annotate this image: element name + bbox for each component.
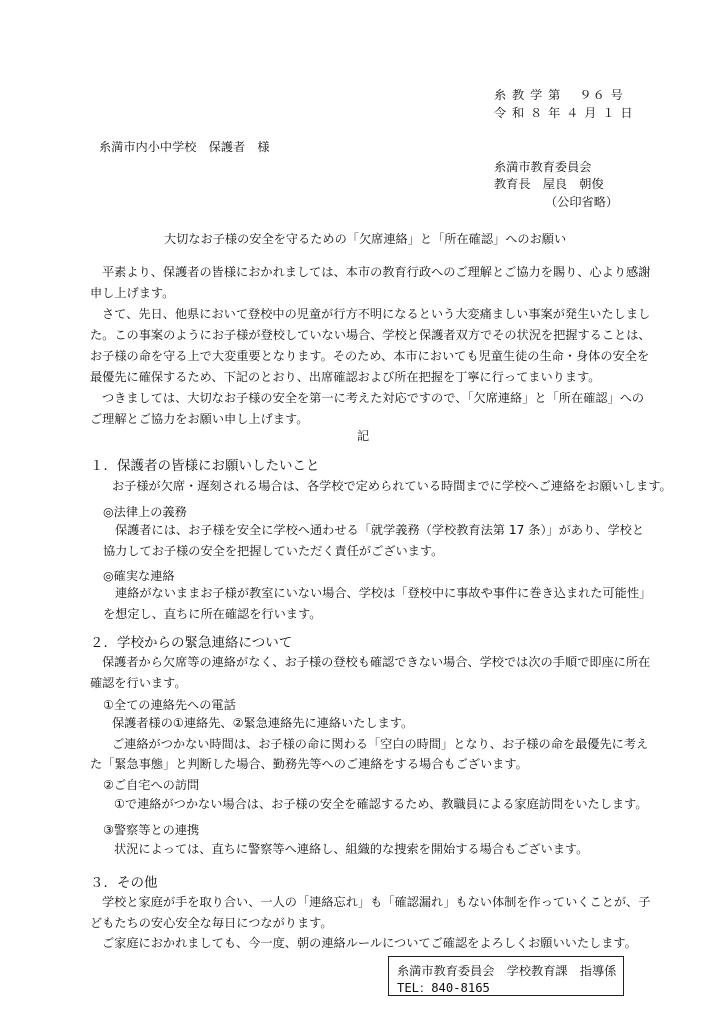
document-title: 大切なお子様の安全を守るための「欠席連絡」と「所在確認」へのお願い (164, 232, 567, 246)
section2-step1-body (90, 713, 665, 775)
section1-item2-body (103, 583, 663, 624)
section2-lead-line: 確認を行います。 (90, 675, 187, 690)
sender-organization: 糸満市教育委員会 (494, 160, 592, 174)
section1-heading: １．保護者の皆様にお願いしたいこと (90, 458, 320, 474)
intro-body (90, 262, 660, 430)
section2-step2-body: ①で連絡がつかない場合は、お子様の安全を確認するため、教職員による家庭訪問をいたします。 (114, 797, 648, 811)
intro-line: お子様の命を守る上で大変重要となります。そのため、本市においても児童生徒の生命・身体の安全を (90, 349, 650, 363)
item2-line: を想定し、直ちに所在確認を行います。 (103, 606, 322, 621)
intro-line: 申し上げます。 (90, 286, 175, 300)
item2-line: 連絡がないままお子様が教室にいない場合、学校は「登校中に事故や事件に巻き込まれた可能性」 (115, 586, 652, 600)
section2-lead-line: 保護者から欠席等の連絡がなく、お子様の登校も確認できない場合、学校では次の手順で即座に所在 (102, 655, 651, 669)
item1-line: 保護者には、お子様を安全に学校へ通わせる「就学義務（学校教育法第 17 条）」があり、学校と (115, 523, 645, 537)
sender-name: 教育長 屋良 朝俊 (494, 177, 604, 191)
intro-line: 最優先に確保するため、下記のとおり、出席確認および所在把握を丁寧に行ってまいります。 (90, 370, 601, 384)
step1-line: 保護者様の①連絡先、②緊急連絡先に連絡いたします。 (112, 716, 414, 730)
section1-lead: お子様が欠席・遅刻される場合は、各学校で定められている時間までに学校へご連絡をお願いします。 (112, 479, 672, 493)
section2-step2-title: ②ご自宅への訪問 (103, 778, 200, 792)
step1-line: ご連絡がつかない時間は、お子様の命に関わる「空白の時間」となり、お子様の命を最優先に考え (112, 736, 649, 751)
section2-step3-body: 状況によっては、直ちに警察等へ連絡し、組織的な捜索を開始する場合もございます。 (114, 842, 589, 856)
section1-item2-title: ◎確実な連絡 (103, 569, 175, 583)
section3-line: どもたちの安心安全な毎日につながります。 (90, 915, 333, 930)
recipient: 糸満市内小中学校 保護者 様 (99, 140, 270, 154)
section3-line: 学校と家庭が手を取り合い、一人の「連絡忘れ」も「確認漏れ」もない体制を作っていくことが、子 (102, 895, 651, 909)
ki-marker: 記 (357, 429, 370, 443)
contact-department: 糸満市教育委員会 学校教育課 指導係 (397, 964, 617, 978)
section3-body (90, 892, 665, 954)
contact-phone: TEL：840-8165 (397, 981, 490, 995)
section2-heading: ２．学校からの緊急連絡について (90, 635, 293, 651)
seal-note: （公印省略） (545, 195, 619, 209)
document-date: 令 和 ８ 年 ４ 月 １ 日 (494, 106, 634, 120)
section2-lead (90, 652, 665, 693)
document-number: 糸 教 学 第 ９６ 号 (494, 88, 624, 102)
step1-line: た「緊急事態」と判断した場合、勤務先等へのご連絡をする場合もございます。 (90, 757, 528, 771)
section1-item1-title: ◎法律上の義務 (103, 505, 187, 519)
section1-item1-body (103, 520, 663, 561)
intro-line: 平素より、保護者の皆様におかれましては、本市の教育行政へのご理解とご協力を賜り、心より感謝 (102, 265, 651, 279)
intro-line: ご理解とご協力をお願い申し上げます。 (90, 412, 309, 426)
intro-line: さて、先日、他県において登校中の児童が行方不明になるという大変痛ましい事案が発生いたしまし (102, 307, 651, 321)
section2-step3-title: ③警察等との連携 (103, 823, 200, 837)
section2-step1-title: ①全ての連絡先への電話 (103, 698, 236, 712)
contact-box (388, 956, 624, 996)
section3-line: ご家庭におかれましても、今一度、朝の連絡ルールについてご確認をよろしくお願いいたします。 (102, 936, 637, 950)
item1-line: 協力してお子様の安全を把握していただく責任がございます。 (103, 543, 444, 558)
intro-line: つきましては、大切なお子様の安全を第一に考えた対応ですので、「欠席連絡」と「所在確認」への (102, 391, 645, 405)
section3-heading: ３．その他 (90, 875, 158, 891)
intro-line: た。この事案のようにお子様が登校していない場合、学校と保護者双方でその状況を把握することは、 (90, 328, 651, 342)
